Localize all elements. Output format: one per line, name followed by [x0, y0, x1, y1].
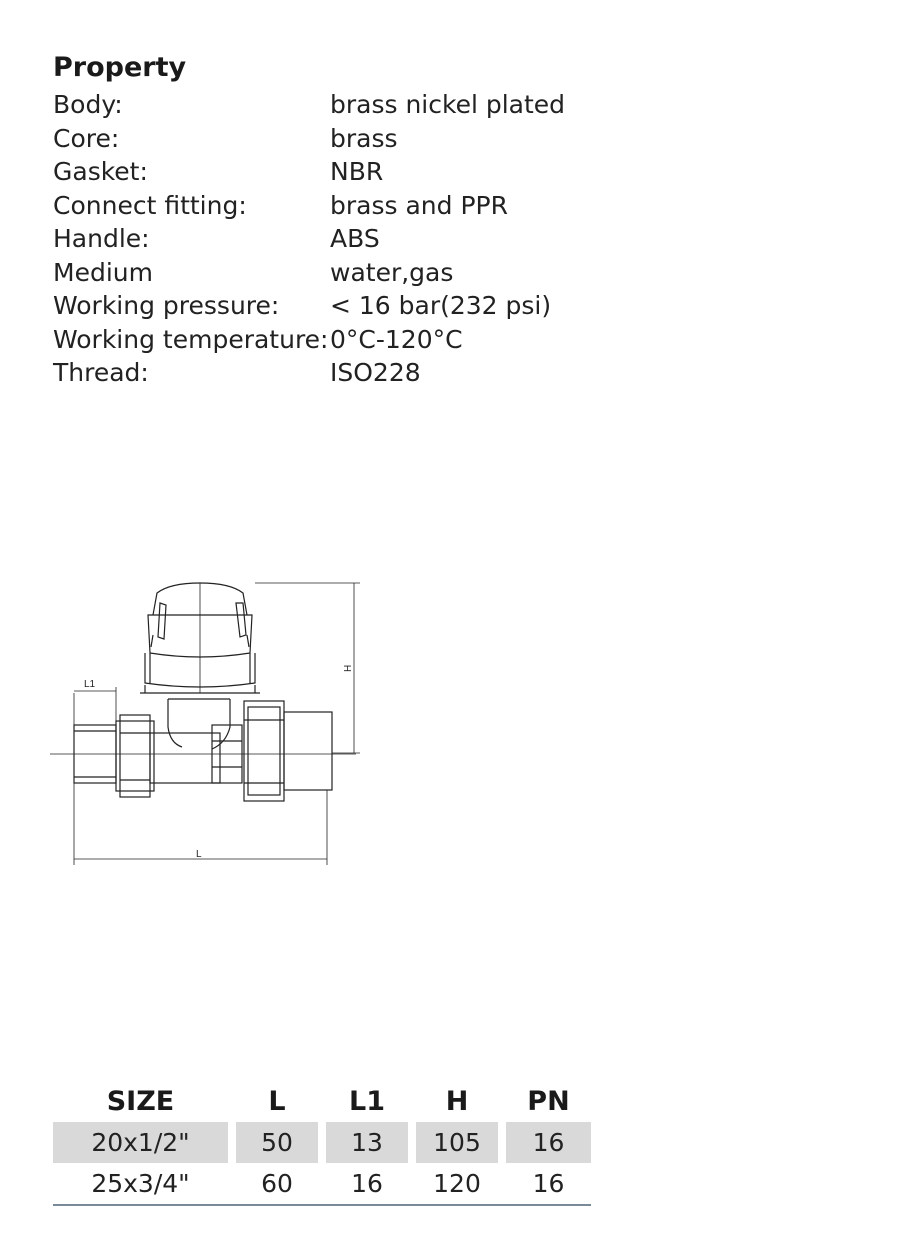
- property-key: Thread:: [53, 358, 149, 388]
- cell-pn: 16: [532, 1169, 565, 1198]
- property-list: [53, 88, 565, 390]
- header-h: H: [445, 1085, 469, 1117]
- property-title: Property: [53, 52, 187, 83]
- valve-body: [50, 699, 356, 801]
- cell-pn: 16: [506, 1122, 591, 1163]
- property-value: brass nickel plated: [330, 90, 566, 120]
- dimension-label-l: L: [196, 849, 202, 860]
- valve-technical-drawing: [50, 575, 370, 875]
- property-key: Working temperature:: [53, 324, 329, 354]
- property-key: Connect fitting:: [53, 190, 247, 220]
- property-value: water,gas: [330, 257, 454, 287]
- property-row-body: [53, 88, 565, 122]
- spec-table: [53, 1080, 591, 1206]
- property-key: Handle:: [53, 224, 150, 254]
- property-value: 0°C-120°C: [330, 324, 463, 354]
- property-key: Medium: [53, 257, 153, 287]
- table-row: [53, 1122, 591, 1163]
- property-value: NBR: [330, 157, 384, 187]
- dimension-label-l1: L1: [84, 679, 96, 690]
- header-l: L: [268, 1085, 286, 1117]
- cell-l: 60: [261, 1169, 293, 1198]
- cell-l1: 13: [326, 1122, 408, 1163]
- property-value: brass and PPR: [330, 190, 508, 220]
- property-value: ISO228: [330, 358, 421, 388]
- header-size: SIZE: [106, 1085, 175, 1117]
- dimension-label-h: H: [343, 664, 354, 672]
- header-pn: PN: [527, 1085, 570, 1117]
- property-value: ABS: [330, 224, 380, 254]
- cell-size: 25x3/4": [91, 1169, 190, 1198]
- property-key: Working pressure:: [53, 291, 280, 321]
- property-row-handle: [53, 222, 565, 256]
- cell-h: 105: [416, 1122, 498, 1163]
- property-row-connect-fitting: [53, 189, 565, 223]
- property-value: brass: [330, 123, 398, 153]
- property-row-working-pressure: [53, 289, 565, 323]
- table-row: [53, 1163, 591, 1204]
- property-row-thread: [53, 356, 565, 390]
- cell-h: 120: [433, 1169, 481, 1198]
- cell-l: 50: [236, 1122, 318, 1163]
- spec-table-header: [53, 1080, 591, 1122]
- property-key: Body:: [53, 90, 123, 120]
- property-value: < 16 bar(232 psi): [330, 291, 552, 321]
- header-l1: L1: [349, 1085, 385, 1117]
- property-row-medium: [53, 256, 565, 290]
- property-row-core: [53, 122, 565, 156]
- property-row-working-temperature: [53, 323, 565, 357]
- cell-size: 20x1/2": [53, 1122, 228, 1163]
- valve-handle: [140, 583, 260, 693]
- property-key: Core:: [53, 123, 120, 153]
- property-row-gasket: [53, 155, 565, 189]
- dimension-lines: [74, 583, 360, 865]
- cell-l1: 16: [351, 1169, 383, 1198]
- property-key: Gasket:: [53, 157, 148, 187]
- table-bottom-rule: [53, 1204, 591, 1206]
